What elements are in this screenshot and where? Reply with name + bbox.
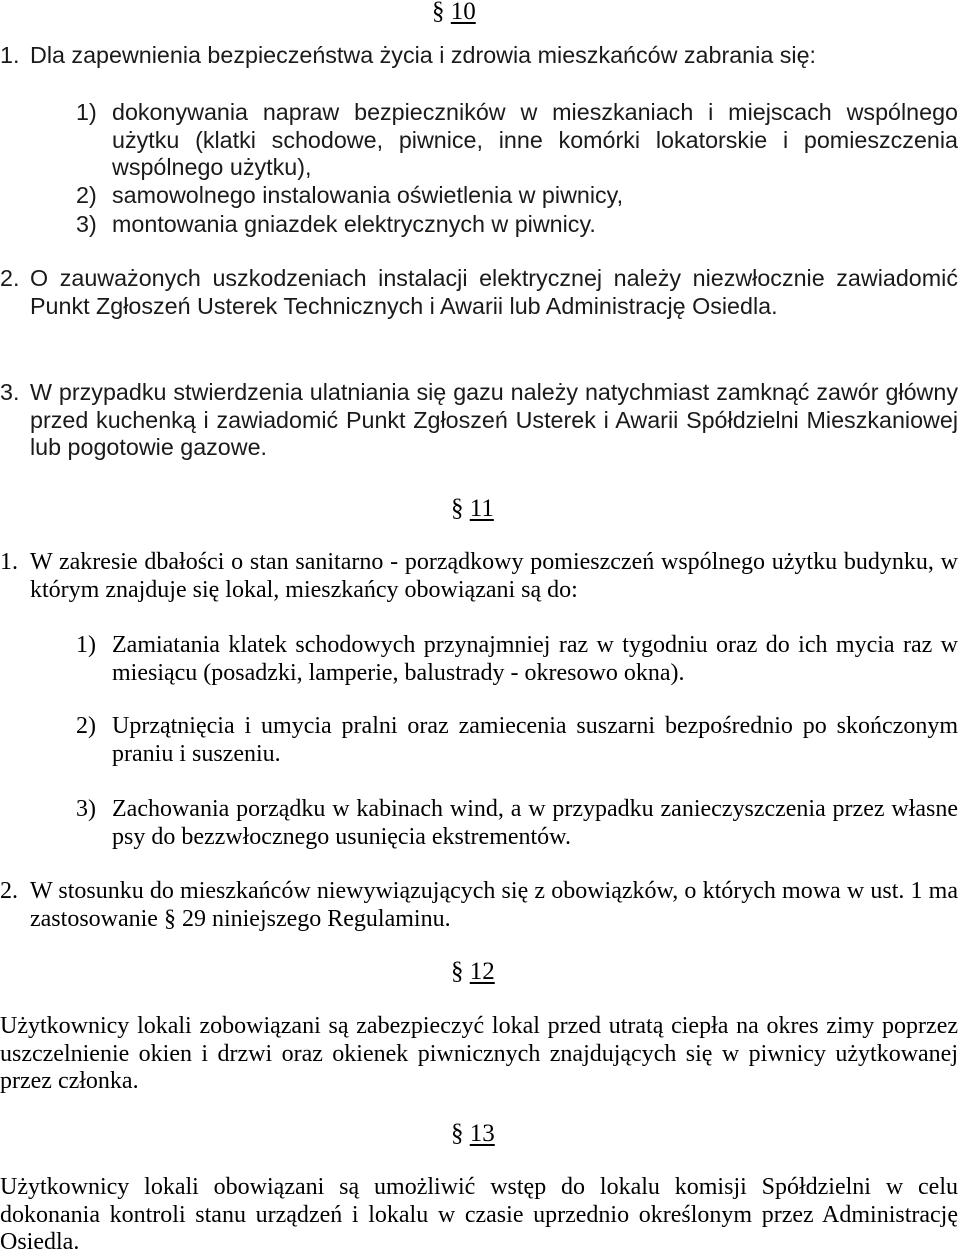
section-10-subitem-3 <box>0 211 958 239</box>
subitem-text: montowania gniazdek elektrycznych w piwnicy. <box>112 211 596 237</box>
section-number: 10 <box>450 0 476 25</box>
subitem-text: Uprzątnięcia i umycia pralni oraz zamiecenia suszarni bezpośrednio po skończonym praniu i suszeniu. <box>112 713 958 767</box>
section-11-point-1 <box>0 549 958 604</box>
point-number: 2. <box>0 878 18 904</box>
point-text: O zauważonych uszkodzeniach instalacji elektrycznej należy niezwłocznie zawiadomić Punkt Zgłoszeń Usterek Technicznych i Awarii lub Administrację Osiedla. <box>30 265 958 319</box>
paragraph-text: Użytkownicy lokali obowiązani są umożliwić wstęp do lokalu komisji Spółdzielni w celu dokonania kontroli stanu urządzeń i lokalu w czasie uprzednio określonym przez Administrację Osiedla. <box>0 1174 958 1255</box>
subitem-number: 2) <box>76 182 97 208</box>
section-13-paragraph <box>0 1174 958 1257</box>
section-11-subitem-3 <box>0 796 958 851</box>
section-10-subitem-1 <box>0 99 958 182</box>
section-number: 12 <box>469 958 495 985</box>
section-10-point-2 <box>0 265 958 320</box>
section-11-point-2 <box>0 878 958 933</box>
paragraph-text: Użytkownicy lokali zobowiązani są zabezpieczyć lokal przed utratą ciepła na okres zimy poprzez uszczelnienie okien i drzwi oraz okienek piwnicznych znajdujących się w piwnicy użytkowanej przez członka. <box>0 1013 958 1094</box>
section-10-subitem-2 <box>0 182 958 210</box>
section-10-heading <box>432 0 476 26</box>
point-number: 1. <box>0 549 18 575</box>
section-11-heading <box>451 495 494 523</box>
section-11-subitem-1 <box>0 632 958 687</box>
point-number: 3. <box>0 379 20 405</box>
section-symbol: § <box>432 0 445 25</box>
subitem-text: samowolnego instalowania oświetlenia w piwnicy, <box>112 182 624 208</box>
section-11-subitem-2 <box>0 713 958 768</box>
section-12-paragraph <box>0 1013 958 1096</box>
section-symbol: § <box>451 958 464 985</box>
section-number: 13 <box>469 1120 495 1147</box>
subitem-number: 1) <box>76 632 96 658</box>
subitem-number: 3) <box>76 796 96 822</box>
point-text: W stosunku do mieszkańców niewywiązujących się z obowiązków, o których mowa w ust. 1 ma zastosowanie § 29 niniejszego Regulaminu. <box>30 878 958 932</box>
section-10-point-1 <box>0 42 958 70</box>
point-number: 2. <box>0 265 20 291</box>
subitem-number: 2) <box>76 713 96 739</box>
section-number: 11 <box>469 495 494 522</box>
point-text: W zakresie dbałości o stan sanitarno - porządkowy pomieszczeń wspólnego użytku budynku, w którym znajduje się lokal, mieszkańcy obowiązani są do: <box>30 549 958 603</box>
point-text: Dla zapewnienia bezpieczeństwa życia i zdrowia mieszkańców zabrania się: <box>30 42 816 68</box>
subitem-number: 1) <box>76 99 97 125</box>
section-13-heading <box>451 1120 495 1148</box>
point-text: W przypadku stwierdzenia ulatniania się gazu należy natychmiast zamknąć zawór główny przed kuchenką i zawiadomić Punkt Zgłoszeń Usterek i Awarii Spółdzielni Mieszkaniowej lub pogotowie gazowe. <box>30 379 958 460</box>
subitem-text: Zamiatania klatek schodowych przynajmniej raz w tygodniu oraz do ich mycia raz w miesiącu (posadzki, lamperie, balustrady - okresowo okna). <box>112 632 958 686</box>
section-12-heading <box>451 958 495 986</box>
section-10-point-3 <box>0 379 958 462</box>
subitem-text: dokonywania napraw bezpieczników w mieszkaniach i miejscach wspólnego użytku (klatki schodowe, piwnice, inne komórki lokatorskie i pomieszczenia wspólnego użytku), <box>112 99 958 180</box>
point-number: 1. <box>0 42 20 68</box>
subitem-text: Zachowania porządku w kabinach wind, a w przypadku zanieczyszczenia przez własne psy do bezzwłocznego usunięcia ekstrementów. <box>112 796 958 850</box>
section-symbol: § <box>451 495 464 522</box>
subitem-number: 3) <box>76 211 97 237</box>
section-symbol: § <box>451 1120 464 1147</box>
